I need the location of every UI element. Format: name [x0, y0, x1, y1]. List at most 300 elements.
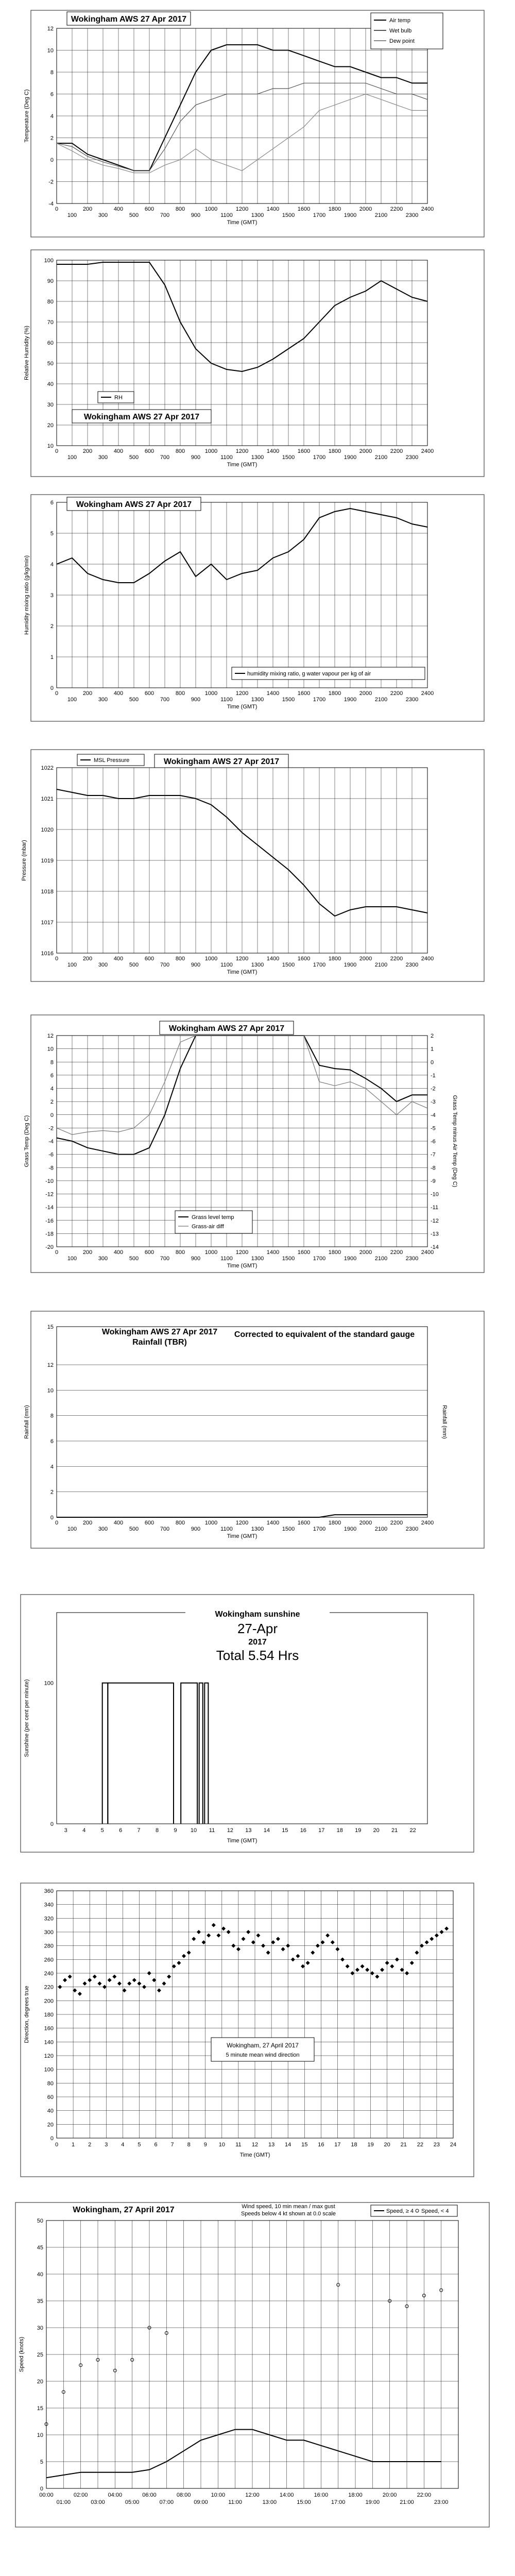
sunshine-x-tick-label: 10: [190, 1827, 197, 1834]
wind-direction-chart-y-tick-label: 120: [44, 2053, 54, 2059]
wind-direction-chart-y-tick-label: 20: [47, 2122, 54, 2128]
rainfall-chart-x-tick-label: 100: [67, 1526, 77, 1532]
temperature-chart-y-tick-label: 4: [50, 113, 54, 120]
grass-temp-chart-x-tick-label: 2100: [374, 1256, 388, 1262]
grass-temp-chart-x-tick-label: 1000: [204, 1249, 218, 1256]
temperature-chart-x-tick-label: 1800: [328, 206, 341, 212]
temperature-chart-x-tick-label: 200: [82, 206, 93, 212]
temperature-legend-label: Wet bulb: [389, 28, 412, 34]
temperature-chart-x-tick-label: 1300: [251, 212, 264, 218]
humidity-chart: [24, 250, 484, 477]
wind-direction-chart: [21, 1883, 474, 2177]
grass-temp-chart-x-tick-label: 700: [160, 1256, 170, 1262]
humidity-chart-y-tick-label: 60: [47, 340, 54, 346]
humidity-chart-x-tick-label: 1600: [297, 448, 311, 454]
pressure-chart-y-tick-label: 1022: [41, 765, 54, 771]
temperature-chart-x-tick-label: 0: [55, 206, 59, 212]
temperature-chart-y-tick-label: 6: [50, 91, 54, 98]
wind-direction-x-tick-label: 22: [417, 2142, 423, 2148]
humidity-chart-y-tick-label: 70: [47, 319, 54, 326]
wind-direction-chart-title: Wokingham, 27 April 2017: [227, 2042, 299, 2049]
sunshine-y-axis-label: Sunshine (per cent per minute): [24, 1679, 30, 1757]
wind-speed-x-tick-label: 04:00: [108, 2492, 123, 2498]
sunshine-chart-y-tick-label: 100: [44, 1680, 54, 1687]
wind-direction-chart-y-tick-label: 280: [44, 1943, 54, 1950]
wind-speed-y-axis-label: Speed (knots): [19, 2336, 25, 2372]
sunshine-x-tick-label: 11: [209, 1827, 215, 1834]
rainfall-chart-x-tick-label: 300: [98, 1526, 108, 1532]
wind-speed-chart-y-tick-label: 5: [40, 2459, 43, 2465]
mixing-ratio-chart-y-tick-label: 4: [50, 562, 54, 568]
mixing-ratio-chart-x-tick-label: 400: [113, 690, 124, 697]
mixing-ratio-chart-y-tick-label: 1: [50, 654, 54, 660]
humidity-chart-title: Wokingham AWS 27 Apr 2017: [83, 413, 200, 421]
rainfall-chart-x-tick-label: 1000: [204, 1520, 218, 1526]
sunshine-x-tick-label: 16: [300, 1827, 306, 1834]
humidity-chart-x-tick-label: 300: [98, 454, 108, 461]
grass-temp-chart-y-tick-label: -2: [48, 1125, 54, 1132]
rainfall-chart-y-tick-label: 0: [50, 1515, 54, 1521]
wind-direction-chart-y-tick-label: 180: [44, 2012, 54, 2018]
humidity-chart-x-tick-label: 1000: [204, 448, 218, 454]
wind-direction-x-tick-label: 12: [251, 2142, 259, 2148]
wind-speed-chart-y-tick-label: 10: [37, 2432, 43, 2438]
temperature-chart-x-tick-label: 1500: [282, 212, 295, 218]
rainfall-chart-x-tick-label: 2200: [390, 1520, 403, 1526]
rainfall-chart: [24, 1311, 484, 1548]
grass-temp-chart-y2-tick-label: -5: [431, 1125, 436, 1132]
temperature-chart-y-tick-label: 2: [50, 135, 54, 142]
temperature-chart-y-tick-label: 0: [50, 157, 54, 163]
grass-temp-chart-x-tick-label: 2000: [359, 1249, 372, 1256]
grass-temp-chart-y-tick-label: -8: [48, 1165, 54, 1172]
pressure-chart-y-tick-label: 1017: [41, 920, 54, 926]
pressure-chart-y-tick-label: 1018: [41, 889, 54, 895]
pressure-x-axis-label: Time (GMT): [227, 969, 258, 975]
temperature-chart-x-tick-label: 1100: [220, 212, 233, 218]
grass-temp-chart-x-tick-label: 1400: [266, 1249, 280, 1256]
pressure-chart-x-tick-label: 2000: [359, 956, 372, 962]
grass-temp-chart-y-tick-label: 2: [50, 1099, 54, 1106]
mixing-ratio-chart-x-tick-label: 1800: [328, 690, 341, 697]
humidity-x-axis-label: Time (GMT): [227, 462, 258, 468]
grass-temp-chart-y-tick-label: -14: [45, 1205, 54, 1211]
wind-direction-x-tick-label: 5: [138, 2142, 141, 2148]
rainfall-chart-x-tick-label: 600: [144, 1520, 154, 1526]
wind-direction-x-tick-label: 21: [400, 2142, 407, 2148]
rainfall-chart-x-tick-label: 500: [129, 1526, 139, 1532]
rainfall-chart-x-tick-label: 400: [113, 1520, 124, 1526]
grass-temp-chart-x-tick-label: 800: [175, 1249, 185, 1256]
pressure-chart-x-tick-label: 1400: [266, 956, 280, 962]
mixing-ratio-chart-x-tick-label: 1700: [313, 697, 326, 703]
temperature-chart-x-tick-label: 500: [129, 212, 139, 218]
mixing-ratio-chart-x-tick-label: 1300: [251, 697, 264, 703]
mixing-ratio-chart-x-tick-label: 0: [55, 690, 59, 697]
wind-speed-chart-y-tick-label: 25: [37, 2352, 43, 2358]
wind-speed-chart-y-tick-label: 45: [37, 2245, 43, 2251]
humidity-chart-x-tick-label: 0: [55, 448, 59, 454]
wind-direction-chart-subtitle: 5 minute mean wind direction: [226, 2052, 300, 2058]
temperature-chart-x-tick-label: 1900: [344, 212, 357, 218]
grass-temp-chart-y-tick-label: -10: [45, 1178, 54, 1184]
mixing-ratio-chart-x-tick-label: 600: [144, 690, 154, 697]
wind-direction-x-tick-label: 11: [235, 2142, 242, 2148]
grass-temp-x-axis-label: Time (GMT): [227, 1263, 258, 1269]
temperature-chart-x-tick-label: 2200: [390, 206, 403, 212]
wind-speed-x-tick-label: 23:00: [434, 2499, 449, 2505]
temperature-chart-x-tick-label: 2400: [421, 206, 434, 212]
grass-temp-chart-x-tick-label: 2300: [405, 1256, 419, 1262]
wind-speed-x-tick-label: 19:00: [365, 2499, 380, 2505]
rainfall-chart-x-tick-label: 2400: [421, 1520, 434, 1526]
wind-speed-x-tick-label: 09:00: [194, 2499, 208, 2505]
grass-temp-chart-x-tick-label: 1200: [235, 1249, 249, 1256]
wind-direction-x-tick-label: 9: [203, 2142, 207, 2148]
rainfall-chart-subtitle: Rainfall (TBR): [132, 1338, 187, 1347]
rainfall-chart-x-tick-label: 2300: [405, 1526, 419, 1532]
sunshine-total: Total 5.54 Hrs: [216, 1648, 299, 1663]
grass-temp-chart-y-tick-label: -18: [45, 1231, 54, 1238]
grass-temp-chart-x-tick-label: 2200: [390, 1249, 403, 1256]
humidity-chart-x-tick-label: 800: [175, 448, 185, 454]
humidity-chart-y-tick-label: 100: [44, 258, 54, 264]
sunshine-x-tick-label: 8: [156, 1827, 159, 1834]
temperature-chart: [24, 10, 484, 237]
rainfall-chart-frame: [31, 1311, 484, 1548]
sunshine-date: 27-Apr: [237, 1621, 278, 1636]
wind-speed-x-tick-label: 05:00: [125, 2499, 140, 2505]
grass-temp-chart-y2-tick-label: -12: [431, 1217, 439, 1224]
wind-speed-x-tick-label: 10:00: [211, 2492, 226, 2498]
temperature-chart-x-tick-label: 400: [113, 206, 124, 212]
mixing-ratio-chart-x-tick-label: 2000: [359, 690, 372, 697]
wind-speed-x-tick-label: 16:00: [314, 2492, 329, 2498]
humidity-chart-x-tick-label: 1500: [282, 454, 295, 461]
wind-direction-x-tick-label: 17: [334, 2142, 341, 2148]
humidity-chart-y-tick-label: 20: [47, 422, 54, 429]
mixing-ratio-chart-x-tick-label: 2200: [390, 690, 403, 697]
pressure-chart-x-tick-label: 1500: [282, 962, 295, 968]
temperature-chart-x-tick-label: 800: [175, 206, 185, 212]
sunshine-x-tick-label: 3: [64, 1827, 67, 1834]
wind-speed-chart-y-tick-label: 40: [37, 2272, 43, 2278]
wind-speed-chart-y-tick-label: 30: [37, 2325, 43, 2331]
wind-direction-x-tick-label: 15: [301, 2142, 308, 2148]
wind-speed-x-tick-label: 01:00: [56, 2499, 71, 2505]
wind-speed-x-tick-label: 13:00: [262, 2499, 277, 2505]
pressure-chart-title: Wokingham AWS 27 Apr 2017: [163, 757, 280, 766]
wind-speed-chart-y-tick-label: 20: [37, 2379, 43, 2385]
humidity-chart-y-tick-label: 30: [47, 402, 54, 408]
pressure-chart-x-tick-label: 0: [55, 956, 59, 962]
pressure-chart-x-tick-label: 1700: [313, 962, 326, 968]
grass-temp-chart-y2-tick-label: 2: [431, 1033, 434, 1039]
rainfall-chart-x-tick-label: 0: [55, 1520, 59, 1526]
mixing-ratio-chart-x-tick-label: 1600: [297, 690, 311, 697]
pressure-chart-y-tick-label: 1020: [41, 827, 54, 833]
wind-direction-chart-y-tick-label: 0: [50, 2136, 54, 2142]
wind-direction-chart-y-tick-label: 320: [44, 1916, 54, 1922]
temperature-chart-x-tick-label: 300: [98, 212, 108, 218]
temperature-chart-x-tick-label: 700: [160, 212, 170, 218]
grass-temp-chart-y2-tick-label: -1: [431, 1072, 436, 1079]
rainfall-chart-x-tick-label: 200: [82, 1520, 93, 1526]
humidity-chart-x-tick-label: 100: [67, 454, 77, 461]
grass-temp-chart-y2-tick-label: -3: [431, 1099, 436, 1106]
wind-direction-chart-frame: [21, 1883, 474, 2177]
temperature-chart-x-tick-label: 100: [67, 212, 77, 218]
temperature-chart-title: Wokingham AWS 27 Apr 2017: [71, 15, 187, 24]
pressure-chart-x-tick-label: 1100: [220, 962, 233, 968]
humidity-chart-x-tick-label: 2100: [374, 454, 388, 461]
temperature-chart-y-tick-label: 10: [47, 47, 54, 54]
pressure-y-axis-label: Pressure (mbar): [21, 840, 27, 881]
wind-direction-x-tick-label: 2: [88, 2142, 92, 2148]
temperature-chart-y-tick-label: -4: [48, 201, 54, 207]
wind-direction-chart-y-tick-label: 360: [44, 1888, 54, 1894]
rainfall-chart-note: Corrected to equivalent of the standard gauge: [234, 1330, 415, 1339]
humidity-chart-x-tick-label: 2200: [390, 448, 403, 454]
sunshine-x-tick-label: 20: [373, 1827, 380, 1834]
rainfall-chart-x-tick-label: 1300: [251, 1526, 264, 1532]
wind-direction-chart-y-tick-label: 240: [44, 1971, 54, 1977]
rainfall-chart-y-tick-label: 6: [50, 1438, 54, 1445]
pressure-chart-x-tick-label: 2300: [405, 962, 419, 968]
humidity-chart-x-tick-label: 1800: [328, 448, 341, 454]
wind-direction-chart-y-tick-label: 140: [44, 2039, 54, 2046]
grass-temp-chart-y2-tick-label: -13: [431, 1231, 439, 1238]
rainfall-chart-y-tick-label: 8: [50, 1413, 54, 1419]
humidity-chart-x-tick-label: 1300: [251, 454, 264, 461]
grass-temp-y2-axis-label: Grass Temp minus Air Temp (Deg C): [452, 1095, 458, 1188]
grass-temp-chart-y-tick-label: 4: [50, 1086, 54, 1092]
pressure-chart-x-tick-label: 1300: [251, 962, 264, 968]
grass-temp-chart-x-tick-label: 1100: [220, 1256, 233, 1262]
grass-temp-chart-y2-tick-label: -6: [431, 1139, 436, 1145]
humidity-chart-x-tick-label: 1400: [266, 448, 280, 454]
humidity-chart-x-tick-label: 600: [144, 448, 154, 454]
temperature-chart-y-tick-label: -2: [48, 179, 54, 185]
wind-direction-x-tick-label: 10: [218, 2142, 225, 2148]
wind-direction-x-tick-label: 16: [318, 2142, 324, 2148]
sunshine-x-tick-label: 15: [282, 1827, 288, 1834]
wind-speed-x-tick-label: 08:00: [176, 2492, 191, 2498]
wind-speed-x-tick-label: 20:00: [382, 2492, 397, 2498]
pressure-chart-x-tick-label: 300: [98, 962, 108, 968]
temperature-chart-x-tick-label: 1400: [266, 206, 280, 212]
grass-temp-chart-x-tick-label: 900: [191, 1256, 201, 1262]
grass-temp-chart-x-tick-label: 500: [129, 1256, 139, 1262]
wind-direction-chart-y-tick-label: 80: [47, 2080, 54, 2087]
wind-speed-x-tick-label: 11:00: [228, 2499, 243, 2505]
grass-temp-chart-x-tick-label: 200: [82, 1249, 93, 1256]
wind-speed-chart-title: Wokingham, 27 April 2017: [73, 2206, 175, 2214]
sunshine-x-tick-label: 21: [391, 1827, 398, 1834]
mixing-ratio-chart-x-tick-label: 300: [98, 697, 108, 703]
grass-temp-chart-y-tick-label: -16: [45, 1217, 54, 1224]
wind-direction-x-tick-label: 1: [72, 2142, 75, 2148]
humidity-y-axis-label: Relative Humidity (%): [24, 326, 30, 380]
wind-speed-x-tick-label: 22:00: [417, 2492, 432, 2498]
pressure-chart-x-tick-label: 200: [82, 956, 93, 962]
grass-temp-chart-x-tick-label: 2400: [421, 1249, 434, 1256]
temperature-x-axis-label: Time (GMT): [227, 219, 258, 226]
wind-direction-chart-y-tick-label: 340: [44, 1902, 54, 1908]
humidity-chart-x-tick-label: 900: [191, 454, 201, 461]
wind-speed-chart-y-tick-label: 0: [40, 2486, 43, 2492]
temperature-chart-x-tick-label: 2000: [359, 206, 372, 212]
wind-direction-chart-y-tick-label: 40: [47, 2108, 54, 2114]
wind-speed-chart-y-tick-label: 35: [37, 2298, 43, 2304]
mixing-ratio-y-axis-label: Humidity mixing ratio (g/kg/min): [24, 555, 30, 635]
wind-direction-x-tick-label: 4: [121, 2142, 125, 2148]
sunshine-x-tick-label: 9: [174, 1827, 177, 1834]
wind-speed-chart-subtitle: Wind speed, 10 min mean / max gust: [242, 2204, 335, 2210]
grass-temp-chart-y2-tick-label: -10: [431, 1191, 439, 1198]
humidity-chart-x-tick-label: 1200: [235, 448, 249, 454]
wind-direction-x-tick-label: 20: [384, 2142, 390, 2148]
pressure-chart-x-tick-label: 2400: [421, 956, 434, 962]
mixing-ratio-chart-x-tick-label: 700: [160, 697, 170, 703]
sunshine-x-tick-label: 6: [119, 1827, 123, 1834]
temperature-chart-x-tick-label: 2300: [405, 212, 419, 218]
grass-temp-chart-y-tick-label: -12: [45, 1191, 54, 1198]
humidity-legend-label: RH: [114, 395, 123, 401]
wind-direction-x-tick-label: 19: [367, 2142, 374, 2148]
grass-temp-chart-x-tick-label: 100: [67, 1256, 77, 1262]
humidity-chart-x-tick-label: 200: [82, 448, 93, 454]
temperature-y-axis-label: Temperature (Deg C): [24, 89, 30, 143]
rainfall-chart-y-tick-label: 2: [50, 1489, 54, 1496]
sunshine-x-axis-label: Time (GMT): [227, 1838, 258, 1844]
humidity-chart-x-tick-label: 1900: [344, 454, 357, 461]
wind-speed-x-tick-label: 00:00: [39, 2492, 54, 2498]
grass-temp-chart-y-tick-label: 6: [50, 1072, 54, 1079]
temperature-legend-label: Dew point: [389, 38, 415, 44]
mixing-ratio-chart-x-tick-label: 500: [129, 697, 139, 703]
grass-temp-chart-x-tick-label: 600: [144, 1249, 154, 1256]
sunshine-x-tick-label: 12: [227, 1827, 234, 1834]
pressure-chart-x-tick-label: 2200: [390, 956, 403, 962]
wind-speed-chart: [15, 2202, 489, 2527]
mixing-ratio-chart-x-tick-label: 1500: [282, 697, 295, 703]
wind-speed-x-tick-label: 03:00: [91, 2499, 105, 2505]
rainfall-chart-x-tick-label: 2100: [374, 1526, 388, 1532]
rainfall-chart-y-tick-label: 15: [47, 1324, 54, 1330]
grass-temp-chart-x-tick-label: 1500: [282, 1256, 295, 1262]
wind-speed-x-tick-label: 02:00: [73, 2492, 88, 2498]
grass-temp-chart-x-tick-label: 400: [113, 1249, 124, 1256]
grass-temp-chart-y-tick-label: -6: [48, 1151, 54, 1158]
wind-direction-x-axis-label: Time (GMT): [239, 2152, 270, 2158]
rainfall-x-axis-label: Time (GMT): [227, 1533, 258, 1539]
grass-temp-chart-y2-tick-label: 0: [431, 1059, 434, 1066]
pressure-chart-x-tick-label: 2100: [374, 962, 388, 968]
humidity-chart-y-tick-label: 40: [47, 381, 54, 387]
grass-temp-chart-y-tick-label: 10: [47, 1046, 54, 1053]
mixing-ratio-chart-x-tick-label: 100: [67, 697, 77, 703]
rainfall-chart-x-tick-label: 1600: [297, 1520, 311, 1526]
temperature-legend-label: Air temp: [389, 18, 410, 24]
grass-temp-chart-y-tick-label: 12: [47, 1033, 54, 1039]
wind-direction-x-tick-label: 8: [187, 2142, 191, 2148]
humidity-chart-x-tick-label: 2000: [359, 448, 372, 454]
wind-direction-chart-y-tick-label: 60: [47, 2094, 54, 2100]
grass-temp-chart-x-tick-label: 1300: [251, 1256, 264, 1262]
temperature-chart-x-tick-label: 2100: [374, 212, 388, 218]
sunshine-x-tick-label: 7: [137, 1827, 141, 1834]
sunshine-x-tick-label: 5: [100, 1827, 104, 1834]
rainfall-chart-title: Wokingham AWS 27 Apr 2017: [101, 1328, 218, 1336]
rainfall-chart-x-tick-label: 1500: [282, 1526, 295, 1532]
rainfall-chart-x-tick-label: 1400: [266, 1520, 280, 1526]
grass-temp-chart-x-tick-label: 300: [98, 1256, 108, 1262]
grass-temp-chart-y-tick-label: 0: [50, 1112, 54, 1118]
mixing-ratio-chart-y-tick-label: 6: [50, 500, 54, 506]
mixing-ratio-chart-title: Wokingham AWS 27 Apr 2017: [76, 500, 192, 509]
rainfall-chart-x-tick-label: 1200: [235, 1520, 249, 1526]
mixing-ratio-chart-x-tick-label: 1900: [344, 697, 357, 703]
pressure-legend-label: MSL Pressure: [94, 757, 130, 764]
mixing-ratio-chart-x-tick-label: 2300: [405, 697, 419, 703]
wind-direction-x-tick-label: 24: [450, 2142, 457, 2148]
mixing-ratio-legend-label: humidity mixing ratio, g water vapour per kg of air: [247, 671, 371, 677]
temperature-chart-x-tick-label: 600: [144, 206, 154, 212]
wind-direction-x-tick-label: 0: [55, 2142, 59, 2148]
wind-speed-x-tick-label: 17:00: [331, 2499, 346, 2505]
wind-direction-x-tick-label: 23: [433, 2142, 440, 2148]
wind-direction-chart-y-tick-label: 160: [44, 2025, 54, 2032]
mixing-ratio-chart-y-tick-label: 5: [50, 531, 54, 537]
pressure-chart-x-tick-label: 900: [191, 962, 201, 968]
humidity-chart-x-tick-label: 500: [129, 454, 139, 461]
humidity-chart-x-tick-label: 2400: [421, 448, 434, 454]
sunshine-x-tick-label: 4: [82, 1827, 86, 1834]
wind-direction-chart-y-tick-label: 220: [44, 1984, 54, 1991]
pressure-chart-x-tick-label: 1200: [235, 956, 249, 962]
grass-temp-chart-x-tick-label: 1700: [313, 1256, 326, 1262]
wind-speed-x-tick-label: 18:00: [348, 2492, 363, 2498]
wind-direction-x-tick-label: 3: [105, 2142, 108, 2148]
pressure-chart-x-tick-label: 600: [144, 956, 154, 962]
sunshine-x-tick-label: 13: [245, 1827, 252, 1834]
grass-temp-legend-label: Grass level temp: [192, 1214, 234, 1221]
pressure-chart-x-tick-label: 800: [175, 956, 185, 962]
pressure-chart-x-tick-label: 1600: [297, 956, 311, 962]
sunshine-chart-y-tick-label: 0: [50, 1821, 54, 1827]
rainfall-chart-x-tick-label: 2000: [359, 1520, 372, 1526]
rainfall-chart-y-tick-label: 10: [47, 1387, 54, 1394]
pressure-chart-x-tick-label: 100: [67, 962, 77, 968]
wind-speed-chart-y-tick-label: 15: [37, 2405, 43, 2412]
mixing-ratio-chart: [24, 495, 484, 721]
grass-temp-chart-title: Wokingham AWS 27 Apr 2017: [168, 1024, 285, 1033]
pressure-chart: [21, 750, 484, 981]
wind-direction-chart-y-tick-label: 100: [44, 2066, 54, 2073]
sunshine-x-tick-label: 19: [355, 1827, 362, 1834]
pressure-chart-y-tick-label: 1016: [41, 951, 54, 957]
temperature-chart-x-tick-label: 900: [191, 212, 201, 218]
sunshine-x-tick-label: 17: [318, 1827, 325, 1834]
grass-temp-chart-y2-tick-label: -2: [431, 1086, 436, 1092]
humidity-chart-y-tick-label: 10: [47, 443, 54, 449]
grass-temp-chart-x-tick-label: 1800: [328, 1249, 341, 1256]
wind-direction-y-axis-label: Direction, degrees true: [24, 1986, 30, 2043]
humidity-chart-y-tick-label: 90: [47, 278, 54, 284]
sunshine-chart-title: Wokingham sunshine: [215, 1610, 300, 1619]
grass-temp-legend-label: Grass-air diff: [192, 1224, 224, 1230]
